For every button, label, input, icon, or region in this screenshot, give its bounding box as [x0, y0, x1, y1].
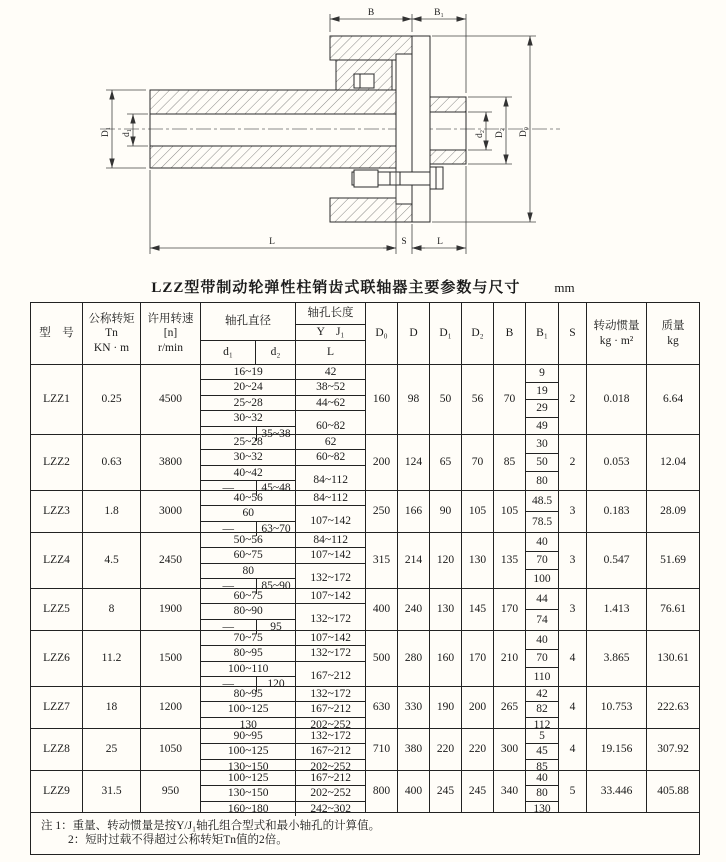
- D1-cell: 190: [430, 687, 462, 729]
- row-LZZ8: [31, 729, 700, 771]
- model-cell: LZZ5: [31, 589, 83, 631]
- row-LZZ9: [31, 771, 700, 813]
- D0-cell: 400: [366, 589, 398, 631]
- mass-cell: 6.64: [647, 365, 700, 435]
- mass-cell: 130.61: [647, 631, 700, 687]
- D-cell: 280: [398, 631, 430, 687]
- S-cell: 2: [559, 435, 587, 491]
- bore-sub-cell: 70~75: [233, 632, 263, 644]
- header-D: D: [398, 303, 430, 365]
- bore-sub-cell: —: [201, 480, 256, 495]
- B-cell: 300: [494, 729, 526, 771]
- nominal-torque-cell: 25: [83, 729, 141, 771]
- B1-group-cell: [526, 435, 559, 491]
- B1-group-cell: [526, 771, 559, 813]
- dim-label-D0-right: D₀: [519, 126, 529, 138]
- bore-sub-cell: 30~32: [201, 410, 295, 425]
- mass-cell: 76.61: [647, 589, 700, 631]
- mass-cell: 222.63: [647, 687, 700, 729]
- B1-sub-cell: 19: [526, 382, 558, 400]
- inertia-cell: 19.156: [587, 729, 647, 771]
- D1-cell: 65: [430, 435, 462, 491]
- D2-cell: 56: [462, 365, 494, 435]
- D2-cell: 200: [462, 687, 494, 729]
- model-cell: LZZ9: [31, 771, 83, 813]
- D2-cell: 220: [462, 729, 494, 771]
- S-cell: 4: [559, 687, 587, 729]
- B1-sub-cell: 70: [526, 649, 558, 668]
- allowed-speed-cell: 1900: [141, 589, 201, 631]
- bore-sub-cell: 167~212: [295, 701, 365, 716]
- B-cell: 70: [494, 365, 526, 435]
- D2-cell: 145: [462, 589, 494, 631]
- B1-sub-cell: 44: [536, 592, 548, 605]
- B1-sub-cell: 45: [526, 743, 558, 758]
- bore-sub-cell: 50~56: [233, 534, 263, 546]
- S-cell: 4: [559, 729, 587, 771]
- D0-cell: 160: [366, 365, 398, 435]
- bore-sub-cell: 16~19: [233, 366, 263, 378]
- mass-cell: 28.09: [647, 491, 700, 533]
- bore-sub-cell: 38~52: [295, 379, 365, 394]
- bore-sub-cell: 60~82: [295, 449, 365, 464]
- model-cell: LZZ4: [31, 533, 83, 589]
- header-speed-line2: [n]: [163, 327, 178, 340]
- bore-sub-cell: 30~32: [201, 449, 295, 464]
- bore-sub-cell: —: [201, 619, 256, 634]
- inertia-cell: 33.446: [587, 771, 647, 813]
- bore-group-cell: [201, 687, 366, 729]
- S-cell: 5: [559, 771, 587, 813]
- D-cell: 400: [398, 771, 430, 813]
- inertia-cell: 0.183: [587, 491, 647, 533]
- bore-sub-cell: —: [201, 521, 256, 536]
- D-cell: 98: [398, 365, 430, 435]
- dim-label-L-left: L: [269, 237, 275, 247]
- bore-group-cell: [201, 365, 366, 440]
- B-cell: 265: [494, 687, 526, 729]
- D1-cell: 160: [430, 631, 462, 687]
- bore-sub-cell: 202~252: [295, 785, 365, 800]
- nominal-torque-cell: 1.8: [83, 491, 141, 533]
- B1-sub-cell: 112: [526, 717, 558, 732]
- header-torque-line1: 公称转矩: [88, 312, 135, 325]
- D2-cell: 130: [462, 533, 494, 589]
- note-1: 1：重量、转动惯量是按Y/J₁轴孔组合型式和最小轴孔的计算值。: [55, 819, 381, 832]
- B-cell: 85: [494, 435, 526, 491]
- D-cell: 166: [398, 491, 430, 533]
- row-LZZ3: [31, 491, 700, 533]
- bore-sub-cell: 63~70: [256, 521, 296, 536]
- allowed-speed-cell: 3800: [141, 435, 201, 491]
- mass-cell: 51.69: [647, 533, 700, 589]
- B-cell: 340: [494, 771, 526, 813]
- B-cell: 135: [494, 533, 526, 589]
- inertia-cell: 3.865: [587, 631, 647, 687]
- bore-sub-cell: 132~172: [295, 687, 365, 701]
- bore-sub-cell: 167~212: [295, 661, 365, 692]
- bore-sub-cell: 132~172: [295, 645, 365, 660]
- bore-sub-cell: 40~42: [201, 465, 295, 480]
- B1-sub-cell: 9: [539, 367, 545, 380]
- bore-sub-cell: 42: [295, 365, 365, 379]
- header-torque-line2: Tn: [105, 327, 118, 340]
- header-D2: D₂: [462, 303, 494, 365]
- allowed-speed-cell: 950: [141, 771, 201, 813]
- header-speed: [141, 303, 201, 365]
- nominal-torque-cell: 0.63: [83, 435, 141, 491]
- bore-sub-cell: —: [201, 578, 256, 593]
- inertia-cell: 0.018: [587, 365, 647, 435]
- B1-sub-cell: 80: [526, 471, 558, 490]
- bore-group-cell: [201, 729, 366, 771]
- header-d2: d₂: [256, 341, 296, 365]
- bore-sub-cell: 60~75: [201, 547, 295, 562]
- B1-group-cell: [526, 729, 559, 771]
- B1-sub-cell: 78.5: [526, 511, 558, 532]
- bore-sub-cell: 62: [295, 435, 365, 449]
- bore-sub-cell: 44~62: [295, 395, 365, 410]
- mass-cell: 307.92: [647, 729, 700, 771]
- bore-sub-cell: 107~142: [295, 631, 365, 645]
- D1-cell: 120: [430, 533, 462, 589]
- header-mass: [647, 303, 700, 365]
- dim-label-D2-right: D₂: [495, 127, 505, 139]
- D2-cell: 170: [462, 631, 494, 687]
- model-cell: LZZ3: [31, 491, 83, 533]
- nominal-torque-cell: 4.5: [83, 533, 141, 589]
- B1-group-cell: [526, 631, 559, 687]
- B1-group-cell: [526, 533, 559, 589]
- B1-sub-cell: 70: [526, 551, 558, 570]
- bore-sub-cell: 84~112: [295, 533, 365, 547]
- allowed-speed-cell: 2450: [141, 533, 201, 589]
- nominal-torque-cell: 18: [83, 687, 141, 729]
- D0-cell: 500: [366, 631, 398, 687]
- B1-sub-cell: 74: [526, 609, 558, 630]
- dim-label-S: S: [401, 237, 407, 247]
- D-cell: 214: [398, 533, 430, 589]
- nominal-torque-cell: 11.2: [83, 631, 141, 687]
- row-LZZ4: [31, 533, 700, 589]
- D-cell: 330: [398, 687, 430, 729]
- bore-sub-cell: 242~302: [295, 801, 365, 816]
- header-D1: D₁: [430, 303, 462, 365]
- B1-sub-cell: 40: [536, 772, 548, 784]
- header-B: B: [494, 303, 526, 365]
- bore-sub-cell: 80~95: [201, 645, 295, 660]
- header-speed-line1: 许用转速: [147, 312, 194, 325]
- bore-sub-cell: 35~38: [256, 426, 296, 441]
- parameters-table: [30, 302, 700, 855]
- D2-cell: 245: [462, 771, 494, 813]
- B1-sub-cell: 85: [526, 759, 558, 774]
- B1-group-cell: [526, 687, 559, 729]
- notes-prefix: 注: [41, 819, 53, 832]
- D0-cell: 800: [366, 771, 398, 813]
- bore-sub-cell: 80~95: [233, 688, 263, 700]
- B1-group-cell: [526, 365, 559, 435]
- S-cell: 4: [559, 631, 587, 687]
- bore-sub-cell: 130~150: [201, 759, 295, 774]
- B1-sub-cell: 80: [526, 785, 558, 800]
- B1-sub-cell: 82: [526, 701, 558, 716]
- B-cell: 210: [494, 631, 526, 687]
- bore-sub-cell: 100~110: [201, 661, 295, 676]
- dim-label-B1: B₁: [434, 8, 444, 18]
- D1-cell: 130: [430, 589, 462, 631]
- allowed-speed-cell: 3000: [141, 491, 201, 533]
- model-cell: LZZ7: [31, 687, 83, 729]
- bore-sub-cell: 132~172: [295, 729, 365, 743]
- nominal-torque-cell: 8: [83, 589, 141, 631]
- header-L: L: [296, 341, 366, 365]
- header-mass-line1: 质量: [661, 320, 685, 333]
- model-cell: LZZ1: [31, 365, 83, 435]
- bore-sub-cell: 107~142: [295, 547, 365, 562]
- B1-sub-cell: 40: [536, 633, 548, 646]
- note-2: 2：短时过载不得超过公称转矩Tn值的2倍。: [68, 834, 288, 846]
- dim-label-D1-left: D₁: [101, 126, 111, 138]
- dim-label-d1-left: d₁: [122, 128, 132, 138]
- dim-label-B: B: [367, 8, 375, 18]
- header-D0: D₀: [366, 303, 398, 365]
- mass-cell: 12.04: [647, 435, 700, 491]
- bore-sub-cell: 160~180: [201, 801, 295, 816]
- row-LZZ1: [31, 365, 700, 435]
- bore-sub-cell: 100~125: [201, 701, 295, 716]
- D1-cell: 50: [430, 365, 462, 435]
- bore-group-cell: [201, 589, 366, 631]
- bore-sub-cell: —: [201, 676, 256, 691]
- bore-group-cell: [201, 771, 366, 813]
- notes-row: [31, 813, 700, 855]
- header-inertia-line2: kg · m²: [599, 334, 634, 347]
- D2-cell: 105: [462, 491, 494, 533]
- B1-group-cell: [526, 589, 559, 631]
- bore-sub-cell: 202~252: [295, 759, 365, 774]
- coupling-section-drawing: [0, 2, 726, 274]
- B1-sub-cell: 5: [539, 730, 545, 742]
- D-cell: 380: [398, 729, 430, 771]
- D-cell: 240: [398, 589, 430, 631]
- B1-sub-cell: 42: [536, 688, 548, 700]
- D1-cell: 220: [430, 729, 462, 771]
- B1-sub-cell: 48.5: [531, 494, 553, 507]
- header-model: 型 号: [31, 303, 83, 365]
- D0-cell: 250: [366, 491, 398, 533]
- B1-sub-cell: 40: [536, 535, 548, 548]
- bore-group-cell: [201, 435, 366, 495]
- allowed-speed-cell: 1500: [141, 631, 201, 687]
- bore-sub-cell: 25~28: [233, 436, 263, 448]
- bore-sub-cell: 100~125: [227, 772, 269, 784]
- row-LZZ2: [31, 435, 700, 491]
- B-cell: 170: [494, 589, 526, 631]
- bore-sub-cell: 85~90: [256, 578, 296, 593]
- allowed-speed-cell: 1050: [141, 729, 201, 771]
- bore-sub-cell: 132~172: [295, 563, 365, 594]
- header-mass-line2: kg: [667, 334, 679, 347]
- model-cell: LZZ2: [31, 435, 83, 491]
- header-bore-length: 轴孔长度: [296, 303, 366, 325]
- header-S: S: [559, 303, 587, 365]
- bore-sub-cell: 60~75: [233, 590, 263, 602]
- B1-sub-cell: 50: [526, 453, 558, 472]
- D0-cell: 200: [366, 435, 398, 491]
- bore-sub-cell: 20~24: [201, 379, 295, 394]
- bore-sub-cell: 100~125: [201, 743, 295, 758]
- header-YJ1: Y J₁: [296, 325, 366, 341]
- B1-sub-cell: 110: [526, 667, 558, 686]
- bore-sub-cell: 132~172: [295, 603, 365, 634]
- B1-sub-cell: 49: [526, 417, 558, 435]
- D0-cell: 630: [366, 687, 398, 729]
- model-cell: LZZ6: [31, 631, 83, 687]
- inertia-cell: 1.413: [587, 589, 647, 631]
- bore-sub-cell: 25~28: [201, 395, 295, 410]
- header-bore-diameter: 轴孔直径: [201, 303, 296, 341]
- bore-sub-cell: 45~48: [256, 480, 296, 495]
- header-torque: [83, 303, 141, 365]
- bore-group-cell: [201, 533, 366, 593]
- bore-sub-cell: 84~112: [295, 491, 365, 505]
- bore-sub-cell: 90~95: [233, 730, 263, 742]
- D1-cell: 245: [430, 771, 462, 813]
- bore-sub-cell: 120: [256, 676, 296, 691]
- mass-cell: 405.88: [647, 771, 700, 813]
- bore-sub-cell: 60: [201, 505, 295, 520]
- dim-label-d2-right: d₂: [475, 129, 485, 139]
- bore-sub-cell: 130~150: [201, 785, 295, 800]
- row-LZZ5: [31, 589, 700, 631]
- bore-sub-cell: 60~82: [295, 410, 365, 441]
- page-title: LZZ型带制动轮弹性柱销齿式联轴器主要参数与尺寸: [151, 280, 521, 296]
- S-cell: 2: [559, 365, 587, 435]
- header-torque-line3: KN · m: [93, 341, 130, 354]
- D-cell: 124: [398, 435, 430, 491]
- bore-group-cell: [201, 631, 366, 691]
- header-B1: B₁: [526, 303, 559, 365]
- dim-label-L-right: L: [437, 237, 443, 247]
- inertia-cell: 10.753: [587, 687, 647, 729]
- row-LZZ6: [31, 631, 700, 687]
- nominal-torque-cell: 0.25: [83, 365, 141, 435]
- allowed-speed-cell: 4500: [141, 365, 201, 435]
- bore-sub-cell: 167~212: [295, 771, 365, 785]
- bore-sub-cell: 95: [256, 619, 296, 634]
- bore-sub-cell: 80: [201, 563, 295, 578]
- title-row: [30, 276, 696, 297]
- D1-cell: 90: [430, 491, 462, 533]
- B1-sub-cell: 30: [536, 437, 548, 450]
- D0-cell: 315: [366, 533, 398, 589]
- dimension-lines: [106, 14, 536, 254]
- bore-sub-cell: 167~212: [295, 743, 365, 758]
- D2-cell: 70: [462, 435, 494, 491]
- B1-sub-cell: 100: [526, 569, 558, 588]
- bore-sub-cell: 40~56: [233, 492, 263, 504]
- D0-cell: 710: [366, 729, 398, 771]
- nominal-torque-cell: 31.5: [83, 771, 141, 813]
- bore-sub-cell: 107~142: [295, 505, 365, 536]
- allowed-speed-cell: 1200: [141, 687, 201, 729]
- B-cell: 105: [494, 491, 526, 533]
- inertia-cell: 0.547: [587, 533, 647, 589]
- bore-sub-cell: 202~252: [295, 717, 365, 732]
- B1-sub-cell: 130: [526, 801, 558, 816]
- bore-sub-cell: 80~90: [201, 603, 295, 618]
- unit-label: mm: [554, 280, 575, 295]
- B1-group-cell: [526, 491, 559, 533]
- bore-sub-cell: —: [201, 426, 256, 441]
- header-d1: d₁: [201, 341, 256, 365]
- S-cell: 3: [559, 491, 587, 533]
- bore-group-cell: [201, 491, 366, 533]
- S-cell: 3: [559, 589, 587, 631]
- model-cell: LZZ8: [31, 729, 83, 771]
- S-cell: 3: [559, 533, 587, 589]
- notes-cell: [31, 813, 700, 855]
- row-LZZ7: [31, 687, 700, 729]
- B1-sub-cell: 29: [526, 399, 558, 417]
- header-row-1: [31, 303, 700, 325]
- bore-sub-cell: 84~112: [295, 465, 365, 496]
- header-inertia-line1: 转动惯量: [593, 320, 640, 333]
- header-speed-line3: r/min: [158, 341, 183, 354]
- bore-sub-cell: 107~142: [295, 589, 365, 603]
- inertia-cell: 0.053: [587, 435, 647, 491]
- header-inertia: [587, 303, 647, 365]
- bore-sub-cell: 130: [201, 717, 295, 732]
